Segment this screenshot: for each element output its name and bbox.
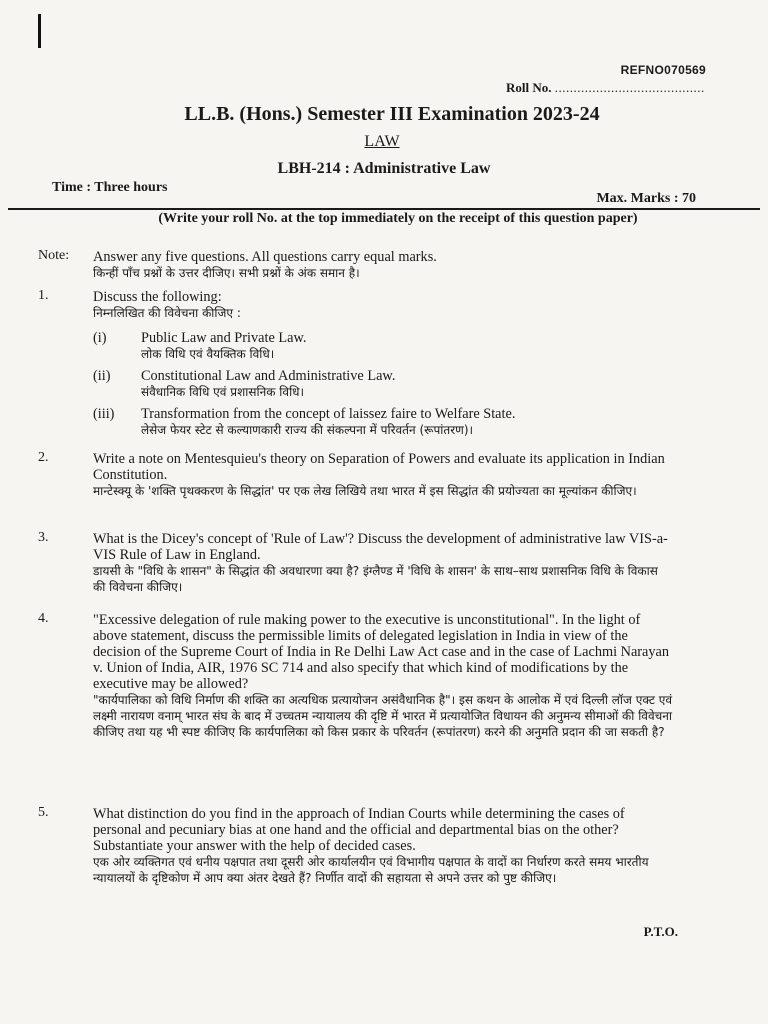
question-hindi: डायसी के "विधि के शासन" के सिद्धांत की अवधारणा क्या है? इंग्लैण्ड में 'विधि के शासन' के साथ–साथ प्रशासनिक विधि के विकास की विवेचना कीजिए। [93, 564, 658, 594]
sub-question-text [141, 406, 681, 438]
question-hindi: एक ओर व्यक्तिगत एवं धनीय पक्षपात तथा दूसरी ओर कार्यालयीन एवं विभागीय पक्षपात के वादों का निर्धारण करते समय भारतीय न्यायालयों के दृष्टिकोण में आप क्या अंतर देखते हैं? निर्णीत वादों की सहायता से अपने उत्तर को पुष्ट कीजिए। [93, 855, 649, 885]
question-english: What is the Dicey's concept of 'Rule of Law'? Discuss the development of administrative law VIS-a-VIS Rule of Law in England. [93, 531, 668, 563]
roll-instruction: (Write your roll No. at the top immediately on the receipt of this question paper) [158, 211, 638, 226]
roll-number-dots: ........................................ [554, 80, 705, 95]
question-number: 3. [38, 530, 49, 545]
sub-question-hindi: लेसेज फेयर स्टेट से कल्याणकारी राज्य की संकल्पना में परिवर्तन (रूपांतरण)। [141, 423, 474, 437]
max-marks: Max. Marks : 70 [596, 191, 696, 206]
question-number: 4. [38, 611, 49, 626]
question-number: 1. [38, 288, 49, 303]
note-label: Note: [38, 248, 70, 263]
sub-question-numeral: (i) [93, 330, 107, 346]
question-english: "Excessive delegation of rule making power to the executive is unconstitutional". In the light of above statement, discuss the permissible limits of delegated legislation in India in view of the decision of the Supreme Court of India in Re Delhi Law Act case and in the case of Lachmi Narayan v. Union of India, AIR, 1976 SC 714 and also specify that which kind of modifications by the executive may be allowed? [93, 612, 670, 692]
paper-code: LBH-214 : Administrative Law [277, 160, 491, 177]
question-number: 2. [38, 450, 49, 465]
question-hindi: निम्नलिखित की विवेचना कीजिए : [93, 306, 241, 320]
question-text [93, 612, 673, 740]
sub-question-english: Transformation from the concept of laissez faire to Welfare State. [141, 406, 516, 422]
header-divider [8, 208, 760, 210]
sub-question-english: Constitutional Law and Administrative Law. [141, 368, 396, 384]
sub-question-numeral: (iii) [93, 406, 115, 422]
question-text [93, 531, 673, 595]
question-hindi: मान्टेस्क्यू के 'शक्ति पृथक्करण के सिद्धांत' पर एक लेख लिखिये तथा भारत में इस सिद्धांत की प्रयोज्यता का मूल्यांकन कीजिए। [93, 484, 637, 498]
roll-number-field [506, 80, 705, 96]
question-text [93, 451, 673, 499]
time-allowed: Time : Three hours [52, 180, 168, 195]
roll-number-label: Roll No. [506, 80, 552, 95]
question-number: 5. [38, 805, 49, 820]
note-text [93, 249, 673, 281]
note-english: Answer any five questions. All questions carry equal marks. [93, 249, 437, 265]
sub-question-hindi: संवैधानिक विधि एवं प्रशासनिक विधि। [141, 385, 305, 399]
scan-edge-mark [38, 14, 41, 48]
sub-question-text [141, 330, 681, 362]
note-hindi: किन्हीं पाँच प्रश्नों के उत्तर दीजिए। सभी प्रश्नों के अंक समान है। [93, 266, 360, 280]
reference-number: REFNO070569 [620, 63, 706, 77]
sub-question-text [141, 368, 681, 400]
question-english: Write a note on Mentesquieu's theory on Separation of Powers and evaluate its application in Indian Constitution. [93, 451, 665, 483]
subject-name: LAW [364, 133, 400, 150]
sub-question-english: Public Law and Private Law. [141, 330, 307, 346]
sub-question-hindi: लोक विधि एवं वैयक्तिक विधि। [141, 347, 275, 361]
question-english: What distinction do you find in the approach of Indian Courts while determining the cases of personal and pecuniary bias at one hand and the official and departmental bias on the other? Substantiate your answer with the help of decided cases. [93, 806, 625, 854]
exam-title: LL.B. (Hons.) Semester III Examination 2023-24 [184, 103, 600, 125]
question-text [93, 806, 673, 886]
page-turn-over: P.T.O. [643, 924, 678, 939]
sub-question-numeral: (ii) [93, 368, 111, 384]
question-english: Discuss the following: [93, 289, 222, 305]
question-hindi: "कार्यपालिका को विधि निर्माण की शक्ति का अत्यधिक प्रत्यायोजन असंवैधानिक है"। इस कथन के आलोक में एवं दिल्ली लॉज एक्ट एवं लक्ष्मी नारायण वनाम् भारत संघ के बाद में उच्चतम न्यायालय की दृष्टि में भारत में प्रत्यायोजित विधायन की अनुमन्य सीमाओं की विवेचना कीजिए तथा यह भी स्पष्ट कीजिए कि कार्यपालिका को किस प्रकार के परिवर्तन (रूपांतरण) करने की अनुमति प्रदान की जा सकती है? [93, 693, 673, 739]
question-text [93, 289, 673, 321]
